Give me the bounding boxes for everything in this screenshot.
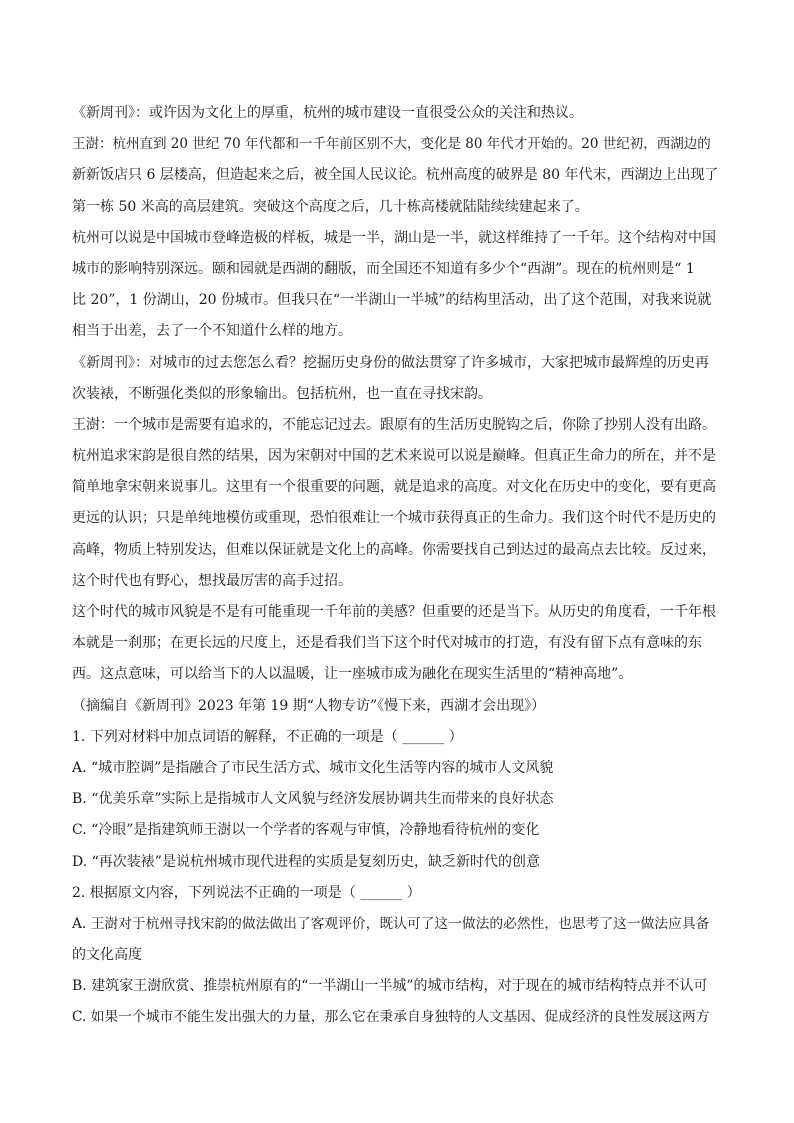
text-line: 相当于出差，去了一个不知道什么样的地方。 [72,323,352,340]
text-line: 本就是一刹那；在更长远的尺度上，还是看我们当下这个时代对城市的打造，有没有留下点有意味的东 [72,635,702,652]
text-line: A. 王澍对于杭州寻找宋韵的做法做出了客观评价，既认可了这一做法的必然性，也思考了这一做法应具备 [72,915,710,932]
text-line: 第一栋 50 米高的高层建筑。突破这个高度之后，几十栋高楼就陆陆续续建起来了。 [72,198,589,215]
article-body [72,98,720,1034]
text-line: B. “优美乐章”实际上是指城市人文风貌与经济发展协调共生而带来的良好状态 [72,791,554,808]
text-line: 的文化高度 [72,947,142,964]
text-line: A. “城市腔调”是指融合了市民生活方式、城市文化生活等内容的城市人文风貌 [72,759,554,776]
text-line: 城市的影响特别深远。颐和园就是西湖的翻版，而全国还不知道有多少个“西湖”。现在的杭州则是“ 1 [72,260,695,277]
text-line: 王澍：一个城市是需要有追求的，不能忘记过去。跟原有的生活历史脱钩之后，你除了抄别人没有出路。 [72,416,716,433]
text-line: 比 20”，1 份湖山，20 份城市。但我只在“一半湖山一半城”的结构里活动，出了这个范围，对我来说就 [72,292,712,309]
text-line: 新新饭店只 6 层楼高，但造起来之后，被全国人民议论。杭州高度的破界是 80 年代末，西湖边上出现了 [72,167,719,184]
text-line: 《新周刊》：或许因为文化上的厚重，杭州的城市建设一直很受公众的关注和热议。 [72,105,583,121]
text-line: 简单地拿宋朝来说事儿。这里有一个很重要的问题，就是追求的高度。对文化在历史中的变化，要有更高 [72,479,716,496]
text-line: 这个时代的城市风貌是不是有可能重现一千年前的美感？但重要的还是当下。从历史的角度看，一千年根 [72,604,716,620]
text-line: 杭州追求宋韵是很自然的结果，因为宋朝对中国的艺术来说可以说是巅峰。但真正生命力的所在，并不是 [72,448,716,465]
text-line: B. 建筑家王澍欣赏、推崇杭州原有的“一半湖山一半城”的城市结构，对于现在的城市结构特点并不认可 [72,978,708,995]
text-line: 2. 根据原文内容，下列说法不正确的一项是（ ______ ） [72,884,421,901]
text-line: 杭州可以说是中国城市登峰造极的样板，城是一半，湖山是一半，就这样维持了一千年。这个结构对中国 [72,229,716,246]
text-line: C. 如果一个城市不能生发出强大的力量，那么它在秉承自身独特的人文基因、促成经济的良性发展这两方 [72,1009,710,1026]
text-line: D. “再次装裱”是说杭州城市现代进程的实质是复刻历史，缺乏新时代的创意 [72,853,540,870]
text-line: 这个时代也有野心，想找最厉害的高手过招。 [72,572,352,589]
text-line: （摘编自《新周刊》2023 年第 19 期“人物专访”《慢下来，西湖才会出现》） [72,697,546,714]
text-line: 1. 下列对材料中加点词语的解释，不正确的一项是（ ______ ） [72,728,463,745]
text-line: C. “冷眼”是指建筑师王澍以一个学者的客观与审慎，冷静地看待杭州的变化 [72,822,540,839]
text-line: 《新周刊》：对城市的过去您怎么看？挖掘历史身份的做法贯穿了许多城市，大家把城市最辉煌的历史再 [72,354,709,371]
text-line: 王澍：杭州直到 20 世纪 70 年代都和一千年前区别不大，变化是 80 年代才开始的。20 世纪初，西湖边的 [72,136,711,153]
text-line: 更远的认识；只是单纯地模仿或重现，恐怕很难让一个城市获得真正的生命力。我们这个时代不是历史的 [72,510,716,527]
text-line: 高峰，物质上特别发达，但难以保证就是文化上的高峰。你需要找自己到达过的最高点去比较。反过来， [72,541,716,558]
text-line: 西。这点意味，可以给当下的人以温暖，让一座城市成为融化在现实生活里的“精神高地”。 [72,666,633,683]
text-line: 次装裱，不断强化类似的形象输出。包括杭州，也一直在寻找宋韵。 [72,385,492,402]
